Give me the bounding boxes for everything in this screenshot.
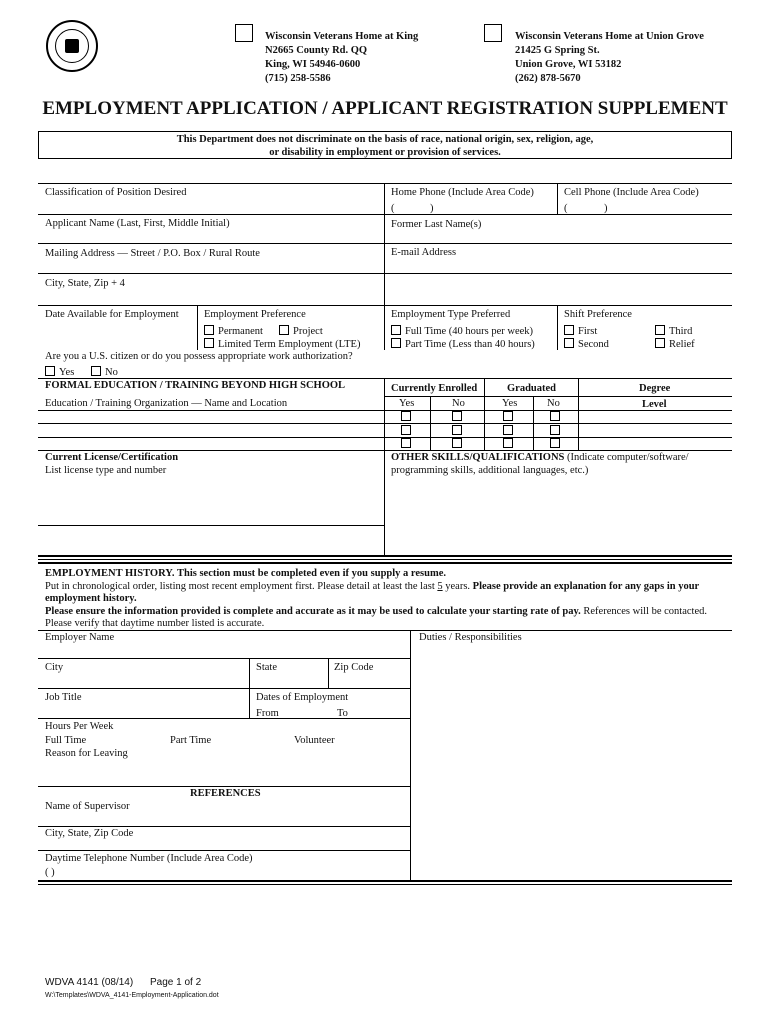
grid-line bbox=[249, 658, 250, 718]
lte-checkbox[interactable] bbox=[204, 338, 214, 348]
degree-header: Degree bbox=[639, 383, 671, 394]
union-grove-home-checkbox[interactable] bbox=[484, 24, 502, 42]
king-home-checkbox[interactable] bbox=[235, 24, 253, 42]
part-time-option[interactable]: Part Time (Less than 40 hours) bbox=[391, 338, 535, 350]
grid-line bbox=[410, 630, 411, 880]
email-label: E-mail Address bbox=[391, 247, 457, 258]
hours-full-time-label: Full Time bbox=[45, 735, 87, 746]
form-number: WDVA 4141 (08/14) bbox=[45, 977, 134, 988]
edu-row-2-graduated-yes[interactable] bbox=[503, 425, 517, 437]
license-heading: Current License/Certification bbox=[45, 452, 179, 463]
edu-row-1-graduated-no[interactable] bbox=[550, 411, 564, 423]
employer-name-label: Employer Name bbox=[45, 632, 115, 643]
graduated-no-header: No bbox=[547, 398, 560, 409]
template-path: W:\Templates\WDVA_4141-Employment-Application.dot bbox=[45, 992, 219, 999]
grid-line bbox=[384, 396, 732, 397]
edu-row-3-graduated-no[interactable] bbox=[550, 438, 564, 450]
grid-line bbox=[557, 183, 558, 215]
grid-line bbox=[533, 396, 534, 450]
dates-to-label: To bbox=[337, 708, 348, 719]
grid-line bbox=[38, 437, 732, 438]
grid-line bbox=[384, 245, 385, 305]
references-heading: REFERENCES bbox=[190, 788, 261, 799]
shift-second-checkbox[interactable] bbox=[564, 338, 574, 348]
grid-line bbox=[38, 214, 732, 215]
grid-line bbox=[38, 718, 410, 719]
project-checkbox[interactable] bbox=[279, 325, 289, 335]
edu-row-1-enrolled-no[interactable] bbox=[452, 411, 466, 423]
edu-row-3-enrolled-no[interactable] bbox=[452, 438, 466, 450]
edu-row-1-enrolled-yes[interactable] bbox=[401, 411, 415, 423]
shift-preference-label: Shift Preference bbox=[564, 309, 632, 320]
home-phone-paren-close: ) bbox=[430, 203, 434, 214]
level-header: Level bbox=[642, 399, 667, 410]
city-state-zip-label: City, State, Zip + 4 bbox=[45, 278, 125, 289]
edu-row-2-enrolled-no[interactable] bbox=[452, 425, 466, 437]
grid-line bbox=[38, 410, 732, 411]
reference-city-label: City, State, Zip Code bbox=[45, 828, 134, 839]
section-divider bbox=[38, 884, 732, 885]
lte-option[interactable]: Limited Term Employment (LTE) bbox=[204, 338, 360, 350]
permanent-option[interactable]: Permanent bbox=[204, 325, 263, 337]
grid-line bbox=[38, 786, 410, 787]
grid-line bbox=[430, 396, 431, 450]
home-phone-paren-open: ( bbox=[391, 203, 395, 214]
license-sub-label: List license type and number bbox=[45, 465, 167, 476]
grid-line bbox=[38, 183, 732, 184]
daytime-phone-paren: ( ) bbox=[45, 867, 55, 878]
project-option[interactable]: Project bbox=[279, 325, 323, 337]
mailing-address-label: Mailing Address — Street / P.O. Box / Rural Route bbox=[45, 248, 260, 259]
employment-preference-label: Employment Preference bbox=[204, 309, 306, 320]
section-divider bbox=[38, 559, 732, 560]
applicant-name-label: Applicant Name (Last, First, Middle Initial) bbox=[45, 218, 230, 229]
shift-first-option[interactable]: First bbox=[564, 325, 597, 337]
grid-line bbox=[38, 826, 410, 827]
dates-of-employment-label: Dates of Employment bbox=[256, 692, 349, 703]
grid-line bbox=[38, 688, 410, 689]
daytime-phone-label: Daytime Telephone Number (Include Area Code) bbox=[45, 853, 253, 864]
employer-state-label: State bbox=[256, 662, 277, 673]
other-skills-label: OTHER SKILLS/QUALIFICATIONS (Indicate computer/software/ bbox=[391, 452, 689, 463]
grid-line bbox=[197, 305, 198, 350]
shift-relief-checkbox[interactable] bbox=[655, 338, 665, 348]
citizen-no-checkbox[interactable] bbox=[91, 366, 101, 376]
king-home-address: Wisconsin Veterans Home at King N2665 County Rd. QQ King, WI 54946-0600 (715) 258-5586 bbox=[265, 31, 419, 84]
part-time-checkbox[interactable] bbox=[391, 338, 401, 348]
enrolled-no-header: No bbox=[452, 398, 465, 409]
grid-line bbox=[38, 423, 732, 424]
employer-zip-label: Zip Code bbox=[334, 662, 374, 673]
hours-per-week-label: Hours Per Week bbox=[45, 721, 114, 732]
employment-history-instructions: EMPLOYMENT HISTORY. This section must be completed even if you supply a resume. Put in chronological order, listing most recent employment first. Please detail at least the last 5 years. Please provide an explanation for any gaps in your employment history. Please ensure the information provided is complete and accurate as it may be used to calculate your starting rate of pay. References will be contacted. Please verify that daytime number listed is accurate. bbox=[45, 568, 707, 629]
nondiscrimination-notice: This Department does not discriminate on the basis of race, national origin, sex, religion, age, or disability in employment or provision of services. bbox=[38, 131, 732, 159]
former-last-name-label: Former Last Name(s) bbox=[391, 219, 482, 230]
full-time-option[interactable]: Full Time (40 hours per week) bbox=[391, 325, 533, 337]
cell-phone-paren-close: ) bbox=[604, 203, 608, 214]
dates-from-label: From bbox=[256, 708, 279, 719]
union-grove-home-address: Wisconsin Veterans Home at Union Grove 21425 G Spring St. Union Grove, WI 53182 (262) 878-5670 bbox=[515, 31, 704, 84]
cell-phone-paren-open: ( bbox=[564, 203, 568, 214]
citizen-yes-option[interactable]: Yes bbox=[45, 366, 74, 378]
date-available-label: Date Available for Employment bbox=[45, 309, 179, 320]
graduated-header: Graduated bbox=[507, 383, 557, 394]
home-phone-label: Home Phone (Include Area Code) bbox=[391, 187, 534, 198]
hours-part-time-label: Part Time bbox=[170, 735, 212, 746]
supervisor-name-label: Name of Supervisor bbox=[45, 801, 130, 812]
other-skills-sub-label: programming skills, additional languages, etc.) bbox=[391, 465, 589, 476]
grid-line bbox=[38, 658, 410, 659]
grid-line bbox=[38, 243, 732, 244]
citizen-question: Are you a U.S. citizen or do you possess appropriate work authorization? bbox=[45, 351, 353, 362]
shift-second-option[interactable]: Second bbox=[564, 338, 609, 350]
grid-line bbox=[557, 305, 558, 350]
grid-line bbox=[38, 273, 732, 274]
grid-line bbox=[384, 378, 385, 556]
classification-label: Classification of Position Desired bbox=[45, 187, 187, 198]
employment-type-label: Employment Type Preferred bbox=[391, 309, 511, 320]
reason-for-leaving-label: Reason for Leaving bbox=[45, 748, 128, 759]
currently-enrolled-header: Currently Enrolled bbox=[391, 383, 478, 394]
citizen-yes-checkbox[interactable] bbox=[45, 366, 55, 376]
education-org-label: Education / Training Organization — Name and Location bbox=[45, 398, 288, 409]
grid-line bbox=[38, 450, 732, 451]
education-heading: FORMAL EDUCATION / TRAINING BEYOND HIGH SCHOOL bbox=[45, 380, 346, 391]
edu-row-1-graduated-yes[interactable] bbox=[503, 411, 517, 423]
shift-third-checkbox[interactable] bbox=[655, 325, 665, 335]
grid-line bbox=[384, 183, 385, 246]
citizen-no-option[interactable]: No bbox=[91, 366, 118, 378]
edu-row-3-graduated-yes[interactable] bbox=[503, 438, 517, 450]
grid-line bbox=[578, 378, 579, 450]
duties-label: Duties / Responsibilities bbox=[419, 632, 522, 643]
grid-line bbox=[38, 305, 732, 306]
grid-line bbox=[38, 850, 410, 851]
edu-row-2-graduated-no[interactable] bbox=[550, 425, 564, 437]
section-divider bbox=[38, 562, 732, 564]
permanent-checkbox[interactable] bbox=[204, 325, 214, 335]
page-number: Page 1 of 2 bbox=[150, 977, 202, 988]
shift-relief-option[interactable]: Relief bbox=[655, 338, 695, 350]
enrolled-yes-header: Yes bbox=[399, 398, 415, 409]
shift-third-option[interactable]: Third bbox=[655, 325, 692, 337]
wdva-seal-logo bbox=[46, 20, 98, 72]
grid-line bbox=[484, 378, 485, 450]
edu-row-3-enrolled-yes[interactable] bbox=[401, 438, 415, 450]
edu-row-2-enrolled-yes[interactable] bbox=[401, 425, 415, 437]
graduated-yes-header: Yes bbox=[502, 398, 518, 409]
grid-line bbox=[38, 378, 732, 379]
section-divider bbox=[38, 555, 732, 557]
form-title: EMPLOYMENT APPLICATION / APPLICANT REGISTRATION SUPPLEMENT bbox=[42, 98, 728, 119]
full-time-checkbox[interactable] bbox=[391, 325, 401, 335]
grid-line bbox=[38, 525, 384, 526]
grid-line bbox=[38, 630, 732, 631]
grid-line bbox=[328, 658, 329, 688]
grid-line bbox=[384, 305, 385, 350]
job-title-label: Job Title bbox=[45, 692, 82, 703]
shift-first-checkbox[interactable] bbox=[564, 325, 574, 335]
cell-phone-label: Cell Phone (Include Area Code) bbox=[564, 187, 699, 198]
hours-volunteer-label: Volunteer bbox=[294, 735, 335, 746]
section-divider bbox=[38, 880, 732, 882]
employer-city-label: City bbox=[45, 662, 64, 673]
